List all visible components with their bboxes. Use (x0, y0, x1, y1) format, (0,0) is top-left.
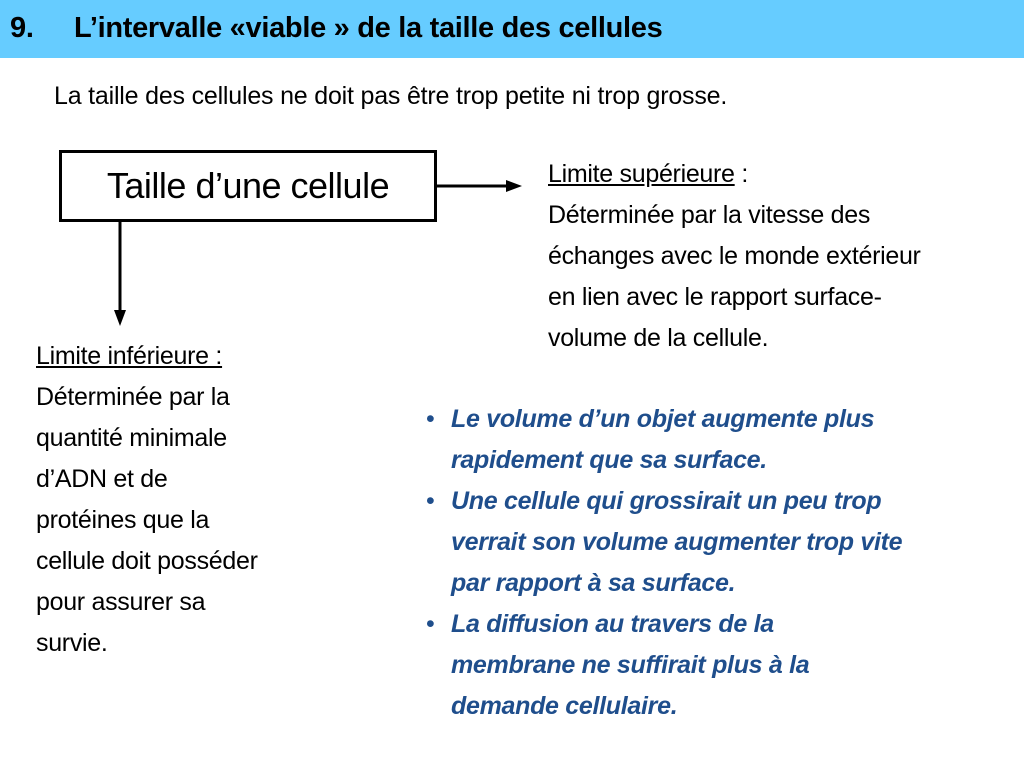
lower-limit-line: pour assurer sa (36, 588, 206, 616)
bullet-line: Une cellule qui grossirait un peu trop (451, 487, 882, 515)
bullet-line: Le volume d’un objet augmente plus (451, 405, 875, 433)
upper-limit-line: en lien avec le rapport surface- (548, 283, 882, 311)
cell-size-label: Taille d’une cellule (106, 165, 390, 206)
down-arrow (114, 220, 126, 326)
cell-size-box (59, 150, 437, 222)
lower-limit-line: quantité minimale (36, 424, 227, 452)
upper-limit-text (548, 154, 1008, 359)
slide-number: 9. (10, 12, 34, 44)
lower-limit-line: survie. (36, 629, 108, 657)
bullet-line: membrane ne suffirait plus à la (451, 651, 810, 679)
lower-limit-line: Déterminée par la (36, 383, 230, 411)
slide-title: L’intervalle «viable » de la taille des cellules (74, 12, 663, 44)
upper-limit-line: Déterminée par la vitesse des (548, 201, 871, 229)
explanation-bullets (426, 399, 1016, 727)
bullet-line: La diffusion au travers de la (451, 610, 774, 638)
bullet-icon: • (426, 610, 435, 638)
lower-limit-line: cellule doit posséder (36, 547, 258, 575)
intro-text: La taille des cellules ne doit pas être trop petite ni trop grosse. (54, 82, 728, 110)
bullet-line: par rapport à sa surface. (451, 569, 736, 597)
lower-limit-text (36, 336, 316, 664)
upper-limit-line: échanges avec le monde extérieur (548, 242, 921, 270)
bullet-item (426, 399, 1016, 481)
lower-limit-line: protéines que la (36, 506, 210, 534)
bullet-item (426, 481, 1016, 604)
bullet-line: rapidement que sa surface. (451, 446, 767, 474)
upper-limit-colon: : (734, 160, 748, 188)
lower-limit-heading: Limite inférieure : (36, 342, 223, 370)
lower-limit-line: d’ADN et de (36, 465, 168, 493)
bullet-line: demande cellulaire. (451, 692, 678, 720)
bullet-icon: • (426, 405, 435, 433)
bullet-item (426, 604, 1016, 727)
upper-limit-line: volume de la cellule. (548, 324, 769, 352)
bullet-icon: • (426, 487, 435, 515)
upper-limit-heading: Limite supérieure (548, 160, 735, 188)
right-arrow (434, 180, 522, 192)
title-bar (0, 0, 1024, 58)
bullet-line: verrait son volume augmenter trop vite (451, 528, 903, 556)
